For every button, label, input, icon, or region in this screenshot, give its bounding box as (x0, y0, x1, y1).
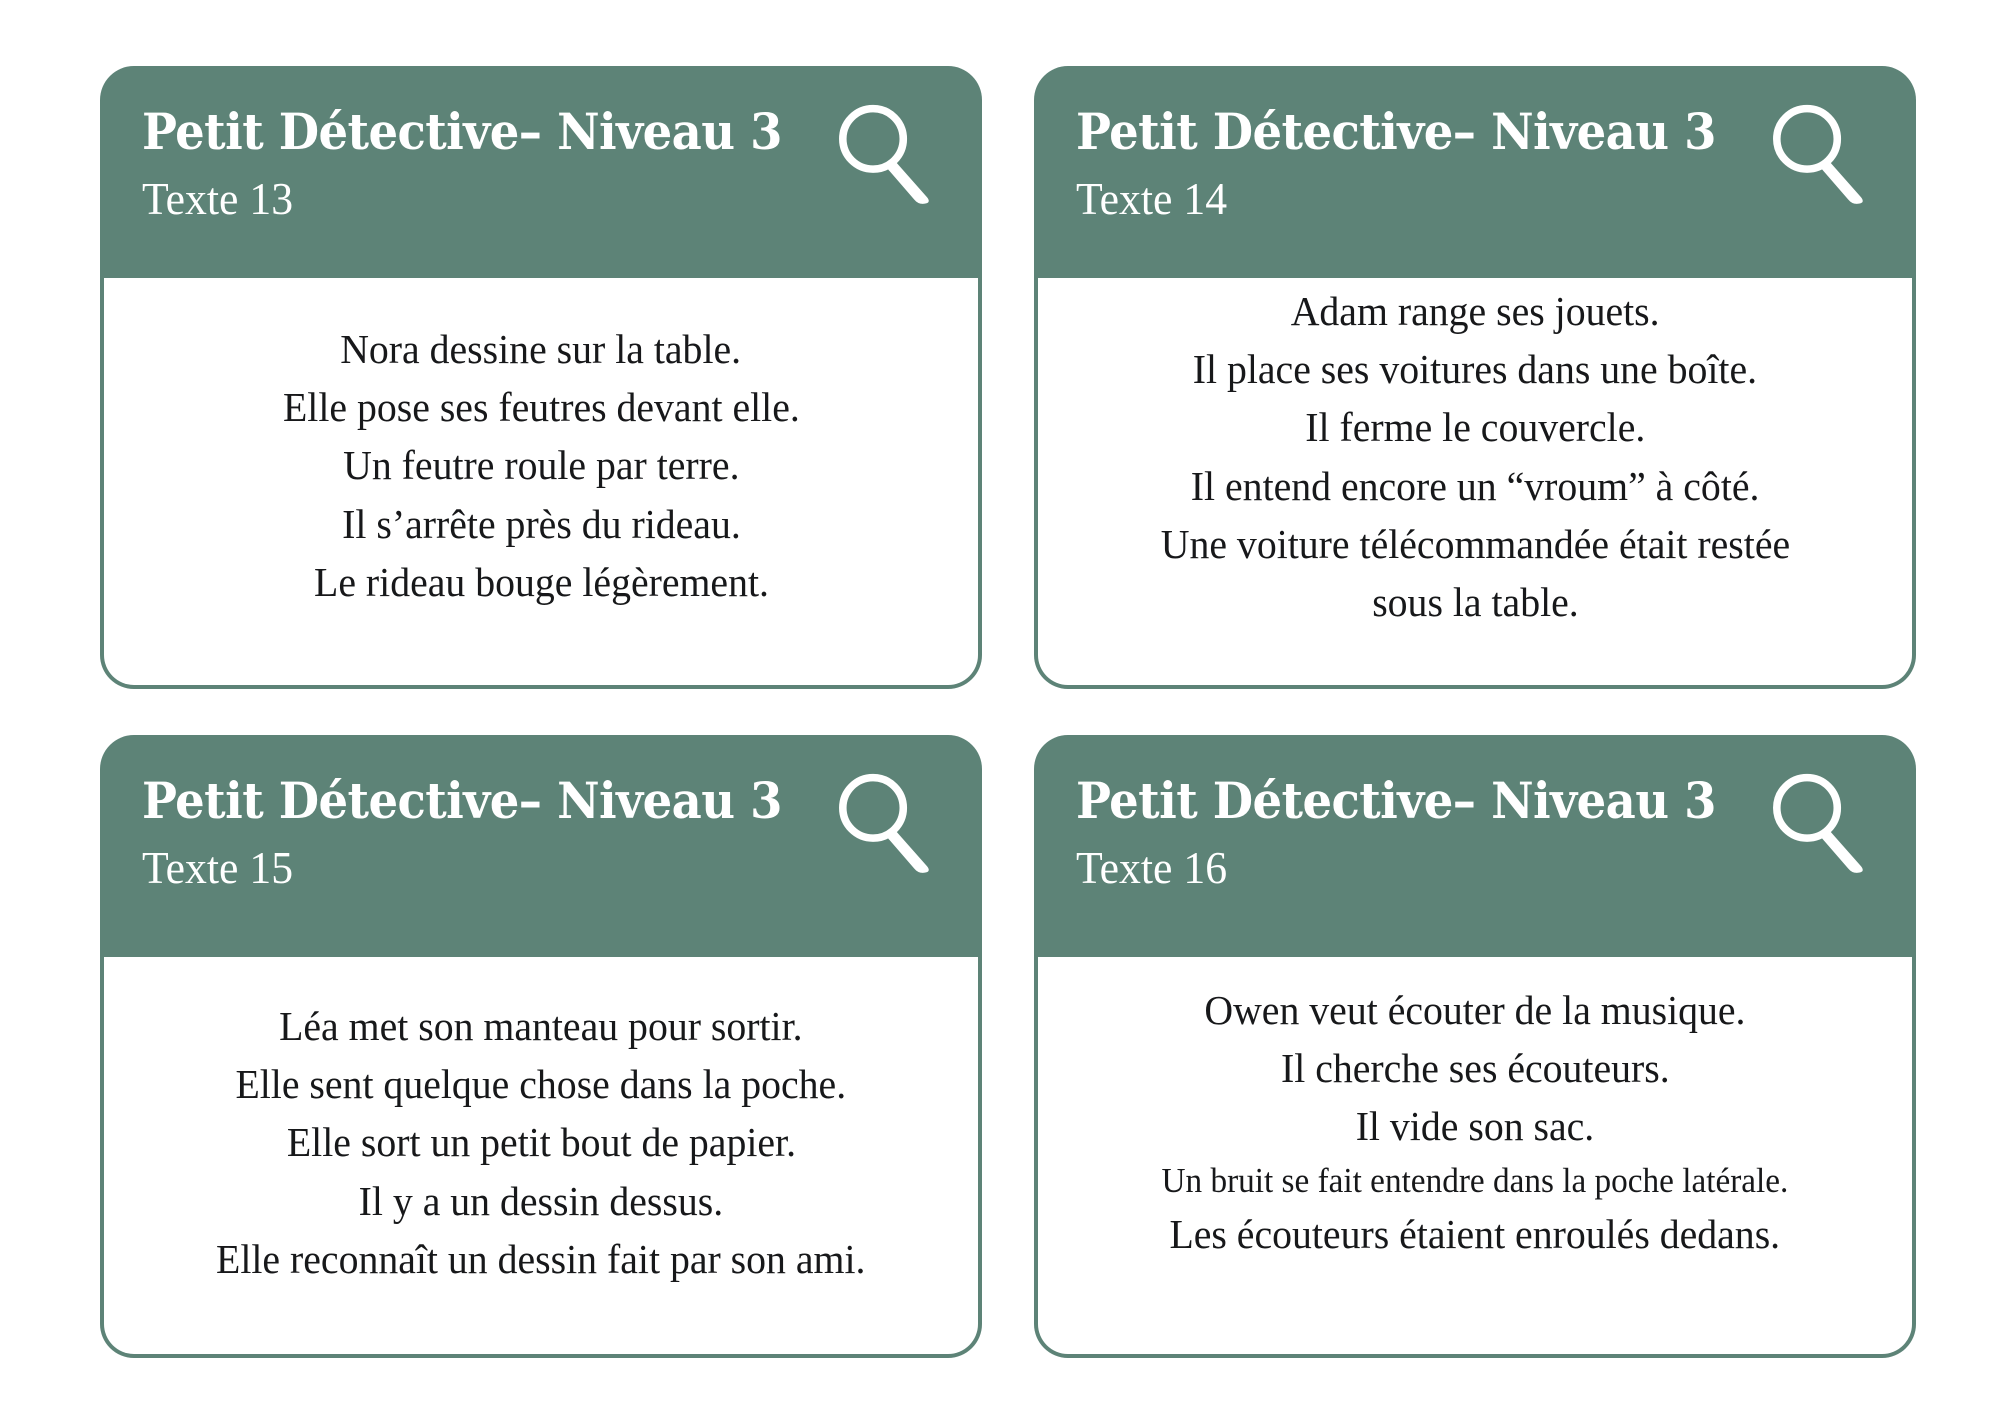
card-subtitle: Texte 14 (1076, 172, 1228, 224)
text-line: Il entend encore un “vroum” à côté. (1190, 462, 1760, 509)
card-subtitle: Texte 16 (1076, 841, 1228, 893)
card-title: Petit Détective– Niveau 3 (142, 771, 782, 830)
card-header (1034, 735, 1916, 957)
card-grid (100, 66, 1916, 1358)
text-line: sous la table. (1371, 579, 1579, 626)
text-line: Adam range ses jouets. (1290, 288, 1660, 334)
reading-card (1034, 735, 1916, 1358)
text-line: Il y a un dessin dessus. (358, 1177, 724, 1224)
text-line: Un bruit se fait entendre dans la poche latérale. (1161, 1160, 1789, 1200)
text-line: Léa met son manteau pour sortir. (279, 1003, 803, 1049)
text-line: Il cherche ses écouteurs. (1280, 1045, 1670, 1092)
card-title: Petit Détective– Niveau 3 (1076, 771, 1716, 830)
text-lines (134, 997, 948, 1288)
text-line: Elle reconnaît un dessin fait par son ami. (216, 1235, 866, 1282)
reading-card (100, 735, 982, 1358)
text-line: Il ferme le couvercle. (1304, 404, 1646, 451)
text-line: Le rideau bouge légèrement. (313, 558, 769, 605)
card-header (100, 66, 982, 278)
card-body (104, 957, 978, 1354)
text-lines (1068, 981, 1882, 1264)
text-lines (1068, 282, 1882, 631)
text-line: Il place ses voitures dans une boîte. (1192, 346, 1758, 393)
text-line: Il vide son sac. (1355, 1103, 1595, 1150)
card-title: Petit Détective– Niveau 3 (1076, 102, 1716, 161)
card-title: Petit Détective– Niveau 3 (142, 102, 782, 161)
text-line: Il s’arrête près du rideau. (341, 500, 741, 547)
reading-card (100, 66, 982, 689)
text-lines (134, 320, 948, 611)
text-line: Elle pose ses feutres devant elle. (282, 384, 800, 431)
card-body (1038, 278, 1912, 685)
card-body (1038, 957, 1912, 1354)
reading-card (1034, 66, 1916, 689)
card-header (1034, 66, 1916, 278)
text-line: Nora dessine sur la table. (340, 326, 742, 372)
card-header (100, 735, 982, 957)
text-line: Un feutre roule par terre. (342, 442, 740, 489)
text-line: Les écouteurs étaient enroulés dedans. (1169, 1211, 1781, 1258)
card-body (104, 278, 978, 685)
card-subtitle: Texte 15 (142, 841, 294, 893)
text-line: Elle sent quelque chose dans la poche. (235, 1061, 847, 1108)
card-subtitle: Texte 13 (142, 172, 294, 224)
text-line: Elle sort un petit bout de papier. (286, 1119, 796, 1166)
text-line: Une voiture télécommandée était restée (1160, 520, 1790, 567)
text-line: Owen veut écouter de la musique. (1204, 987, 1746, 1033)
